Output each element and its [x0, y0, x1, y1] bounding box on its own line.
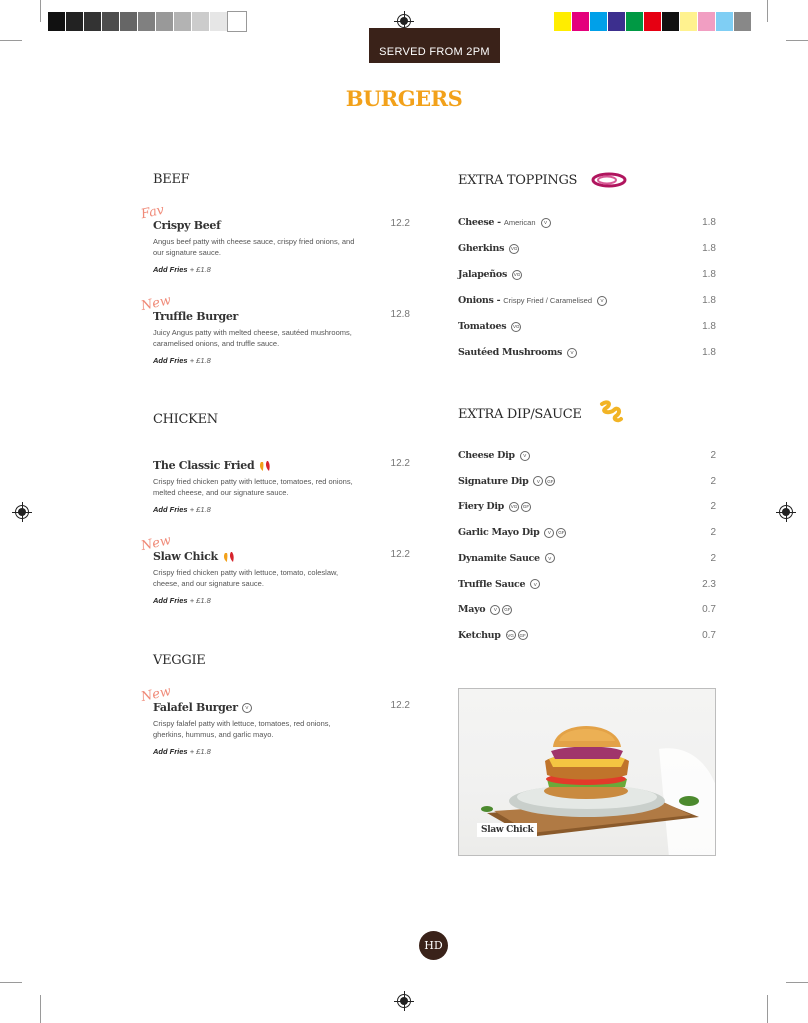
registration-mark-bottom	[397, 994, 411, 1008]
diet-badge: V	[490, 605, 500, 615]
add-fries: Add Fries + £1.8	[153, 747, 211, 756]
item-description: Angus beef patty with cheese sauce, crispy fried onions, and our signature sauce.	[153, 237, 355, 257]
extra-name: Cheese -	[458, 217, 501, 228]
extra-name: Fiery Dip	[458, 501, 505, 513]
extra-price: 1.8	[702, 217, 716, 228]
fav-tag: Fav	[139, 202, 166, 223]
registration-mark-top	[397, 14, 411, 28]
diet-badge: GF	[502, 605, 512, 615]
section-heading-veggie: VEGGIE	[153, 653, 206, 668]
crop-mark	[786, 40, 808, 41]
crop-mark	[40, 995, 41, 1023]
sauce-row	[458, 604, 716, 615]
extra-price: 2	[710, 450, 716, 461]
color-swatch	[156, 12, 174, 31]
extra-price: 2	[710, 475, 716, 487]
color-swatch	[698, 12, 716, 31]
section-heading-sauces: EXTRA DIP/SAUCE	[458, 398, 624, 424]
item-description: Crispy fried chicken patty with lettuce, tomatoes, red onions, melted cheese, and our signature sauce.	[153, 477, 353, 497]
topping-row	[458, 295, 716, 306]
sauce-row	[458, 527, 716, 538]
registration-mark-right	[779, 505, 793, 519]
crop-mark	[0, 40, 22, 41]
topping-row	[458, 269, 716, 280]
extra-price: 1.8	[702, 321, 716, 332]
crop-mark	[40, 0, 41, 22]
crop-mark	[786, 982, 808, 983]
add-fries: Add Fries + £1.8	[153, 265, 211, 274]
color-swatch	[572, 12, 590, 31]
sauce-row	[458, 476, 716, 487]
extra-name: Ketchup	[458, 629, 501, 641]
diet-badge: V	[567, 348, 577, 358]
add-fries: Add Fries + £1.8	[153, 596, 211, 605]
color-swatch	[138, 12, 156, 31]
diet-badge: GF	[545, 476, 555, 486]
extra-subtext: Crispy Fried / Caramelised	[503, 296, 593, 305]
item-price: 12.8	[390, 309, 410, 320]
color-swatch	[626, 12, 644, 31]
sauce-row	[458, 553, 716, 564]
item-price: 12.2	[390, 549, 410, 560]
color-swatch	[120, 12, 138, 31]
sauce-squiggle-icon	[598, 398, 624, 424]
add-fries: Add Fries + £1.8	[153, 356, 211, 365]
color-swatch	[84, 12, 102, 31]
item-price: 12.2	[390, 700, 410, 711]
extra-name: Signature Dip	[458, 475, 529, 487]
color-swatch	[734, 12, 752, 31]
item-name: The Classic Fried	[153, 459, 413, 472]
sauce-row	[458, 579, 716, 590]
color-swatch	[680, 12, 698, 31]
hd-logo: HD	[419, 931, 448, 960]
color-swatch	[48, 12, 66, 31]
item-description: Crispy falafel patty with lettuce, tomatoes, red onions, gherkins, hummus, and garlic mayo.	[153, 719, 331, 739]
crop-mark	[0, 982, 22, 983]
color-swatch	[608, 12, 626, 31]
sauce-row	[458, 630, 716, 641]
item-price: 12.2	[390, 218, 410, 229]
extra-name: Onions -	[458, 295, 501, 306]
page-title: BURGERS	[345, 86, 463, 111]
diet-badge: V	[544, 528, 554, 538]
topping-row	[458, 243, 716, 254]
diet-badge: VG	[509, 244, 519, 254]
diet-badge: V	[530, 579, 540, 589]
color-swatch	[210, 12, 228, 31]
new-tag: New	[139, 293, 173, 314]
served-from-banner: SERVED FROM 2PM	[369, 28, 500, 63]
color-swatch	[228, 12, 246, 31]
color-swatch	[644, 12, 662, 31]
diet-badge: V	[533, 476, 543, 486]
color-swatch	[662, 12, 680, 31]
section-heading-toppings: EXTRA TOPPINGS	[458, 172, 627, 188]
diet-badge: V	[520, 451, 530, 461]
color-swatch	[174, 12, 192, 31]
extra-price: 1.8	[702, 269, 716, 280]
sauce-row	[458, 501, 716, 512]
extra-name: Tomatoes	[458, 321, 507, 332]
topping-row	[458, 321, 716, 332]
extra-price: 1.8	[702, 347, 716, 358]
extra-name: Jalapeños	[458, 269, 507, 280]
color-swatch	[716, 12, 734, 31]
add-fries: Add Fries + £1.8	[153, 505, 211, 514]
color-swatch	[66, 12, 84, 31]
onion-ring-icon	[591, 172, 627, 188]
item-description: Crispy fried chicken patty with lettuce, tomato, coleslaw, cheese, and our signature sauce.	[153, 568, 339, 588]
extra-name: Dynamite Sauce	[458, 552, 540, 564]
chili-icon	[222, 551, 236, 563]
extra-name: Truffle Sauce	[458, 578, 526, 590]
diet-badge: V	[541, 218, 551, 228]
extra-name: Mayo	[458, 604, 486, 616]
extra-price: 2	[710, 552, 716, 564]
extra-price: 2	[710, 501, 716, 513]
color-swatch	[590, 12, 608, 31]
item-name: Truffle Burger	[153, 310, 239, 323]
diet-badge: VG	[511, 322, 521, 332]
extra-price: 2.3	[702, 578, 716, 590]
extra-name: Cheese Dip	[458, 450, 515, 461]
diet-badge: VG	[509, 502, 519, 512]
section-heading-beef: BEEF	[153, 172, 190, 187]
extra-price: 0.7	[702, 604, 716, 616]
extra-price: 0.7	[702, 629, 716, 641]
item-price: 12.2	[390, 458, 410, 469]
item-name: Falafel Burger V	[153, 701, 413, 714]
crop-mark	[767, 995, 768, 1023]
extra-subtext: American	[503, 218, 536, 227]
section-heading-chicken: CHICKEN	[153, 412, 218, 427]
diet-badge: V	[597, 296, 607, 306]
extra-price: 1.8	[702, 295, 716, 306]
extra-price: 1.8	[702, 243, 716, 254]
diet-badge: V	[545, 553, 555, 563]
item-name: Crispy Beef	[153, 219, 221, 232]
diet-badge: GF	[521, 502, 531, 512]
topping-row	[458, 217, 716, 228]
color-swatch	[554, 12, 572, 31]
diet-badge: GF	[518, 630, 528, 640]
item-name: Slaw Chick	[153, 550, 413, 563]
vegetarian-badge: V	[242, 703, 252, 713]
extra-price: 2	[710, 527, 716, 539]
diet-badge: GF	[556, 528, 566, 538]
registration-mark-left	[15, 505, 29, 519]
chili-icon	[258, 460, 272, 472]
diet-badge: VG	[506, 630, 516, 640]
extra-name: Gherkins	[458, 243, 505, 254]
sauce-row	[458, 450, 716, 461]
extra-name: Sautéed Mushrooms	[458, 347, 563, 358]
extra-name: Garlic Mayo Dip	[458, 527, 540, 539]
color-swatch	[102, 12, 120, 31]
new-tag: New	[139, 684, 173, 705]
diet-badge: VG	[512, 270, 522, 280]
new-tag: New	[139, 533, 173, 554]
topping-row	[458, 347, 716, 358]
color-swatch	[192, 12, 210, 31]
item-description: Juicy Angus patty with melted cheese, sautéed mushrooms, caramelised onions, and truffle sauce.	[153, 328, 352, 348]
photo-caption: Slaw Chick	[477, 823, 537, 837]
grayscale-bar	[48, 12, 246, 31]
crop-mark	[767, 0, 768, 22]
process-color-bar	[554, 12, 752, 31]
